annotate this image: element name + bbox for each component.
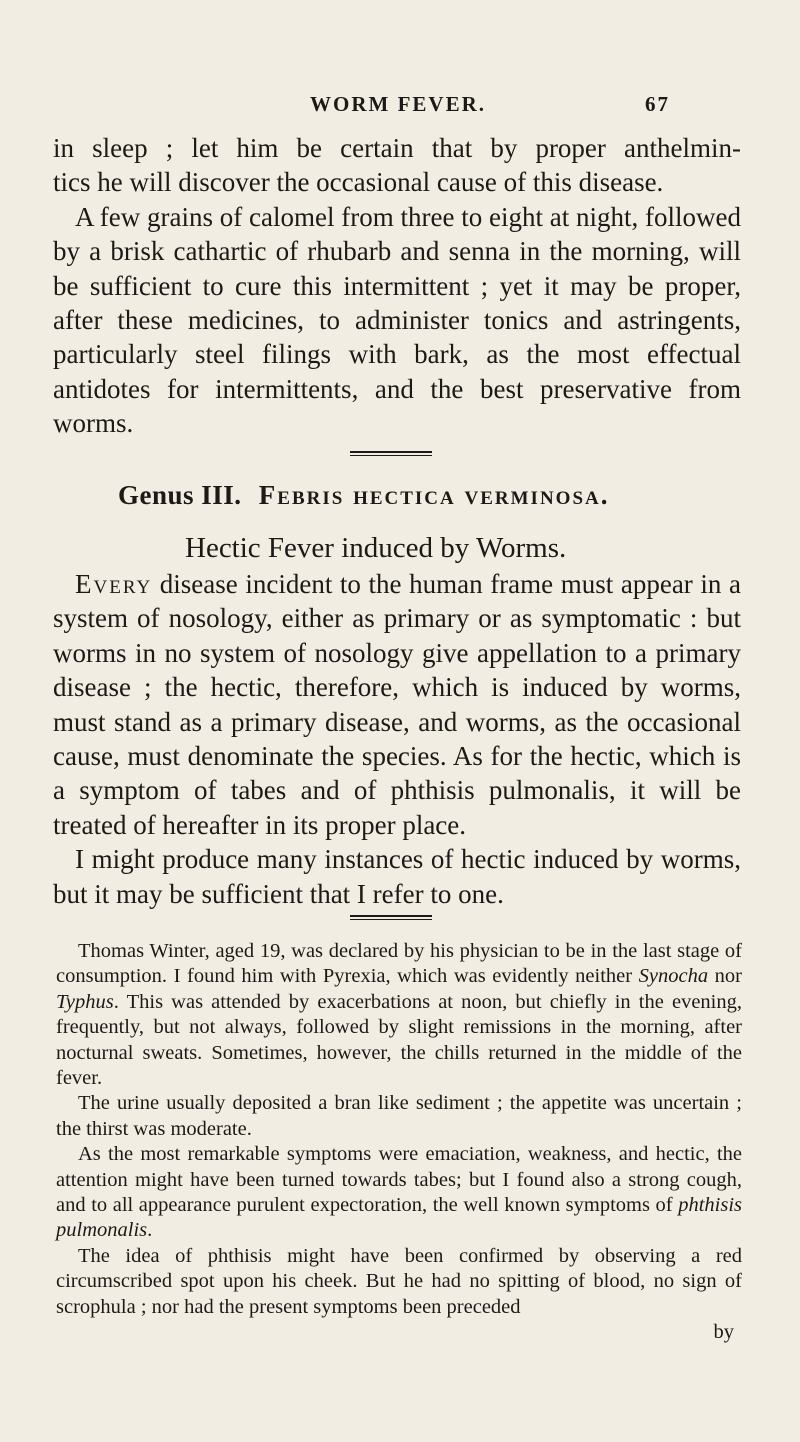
- case-note-2: The urine usually deposited a bran like sediment ; the appetite was uncertain ; the thirst was moderate.: [56, 1092, 742, 1140]
- paragraph2-first-word: Every: [75, 569, 153, 599]
- genus-heading: [118, 480, 609, 511]
- section-subtitle: Hectic Fever induced by Worms.: [185, 532, 567, 564]
- genus-label: Genus III.: [118, 480, 242, 510]
- section-divider-top: [350, 451, 432, 453]
- section-divider-bottom-thin: [350, 919, 432, 920]
- case-note-3-end: .: [147, 1219, 153, 1242]
- case-note-1: [56, 939, 742, 1091]
- paragraph-worm-fever-treatment: [53, 131, 741, 441]
- paragraph2-rest: disease incident to the human frame must appear in a system of nosology, either as primary or as symptomatic : but worms in no system of nosology give appellation to a primary disease ; the hectic, therefore, which is induced by worms, must stand as a primary disease, and worms, as the occasional cause, must denominate the species. As for the hectic, which is a symptom of tabes and of phthisis pulmonalis, it will be treated of hereafter in its proper place.: [53, 569, 741, 840]
- case-note-1-typhus: Typhus: [56, 990, 114, 1013]
- paragraph3-text: I might produce many instances of hectic induced by worms, but it may be sufficient that I refer to one.: [53, 844, 741, 909]
- case-note-3-phthisis: phthisis pulmonalis: [56, 1194, 742, 1242]
- case-note-3: [56, 1142, 742, 1244]
- paragraph1-rest: A few grains of calomel from three to eight at night, followed by a brisk cathartic of rhubarb and senna in the morning, will be sufficient to cure this intermittent ; yet it may be proper, after these medicines, to administer tonics and astringents, particularly steel filings with bark, as the most effectual antidotes for intermittents, and the best preservative from worms.: [53, 201, 741, 439]
- case-notes: [56, 939, 742, 1346]
- section-divider-top-thin: [350, 455, 432, 456]
- genus-latin-name: Febris hectica verminosa.: [258, 480, 610, 510]
- catchword: by: [713, 1321, 734, 1344]
- section-divider-bottom: [350, 915, 432, 917]
- running-title: WORM FEVER.: [310, 92, 486, 116]
- paragraph1-line1: in sleep ; let him be certain that by proper anthelmin-: [53, 133, 741, 163]
- page-number: 67: [645, 92, 670, 116]
- paragraph2-text: [53, 567, 741, 842]
- case-note-1-nor: nor: [708, 965, 742, 988]
- paragraph1-line2: tics he will discover the occasional cause of this disease.: [53, 167, 664, 198]
- paragraph-nosology: [53, 567, 741, 911]
- case-note-1-synocha: Synocha: [638, 965, 709, 988]
- case-note-1-text-b: . This was attended by exacerbations at noon, but chiefly in the evening, frequently, but not always, followed by slight remissions in the morning, after nocturnal sweats. Sometimes, however, the chills returned in the middle of the fever.: [56, 990, 742, 1090]
- case-note-1-text: Thomas Winter, aged 19, was declared by his physician to be in the last stage of consumption. I found him with Pyrexia, which was evidently neither: [56, 940, 742, 988]
- case-note-4: The idea of phthisis might have been confirmed by observing a red circumscribed spot upon his cheek. But he had no spitting of blood, no sign of scrophula ; nor had the present symptoms been preceded: [56, 1244, 742, 1318]
- case-note-3-text: As the most remarkable symptoms were emaciation, weakness, and hectic, the attention might have been turned towards tabes; but I found also a strong cough, and to all appearance purulent expectoration, the well known symptoms of: [56, 1143, 742, 1217]
